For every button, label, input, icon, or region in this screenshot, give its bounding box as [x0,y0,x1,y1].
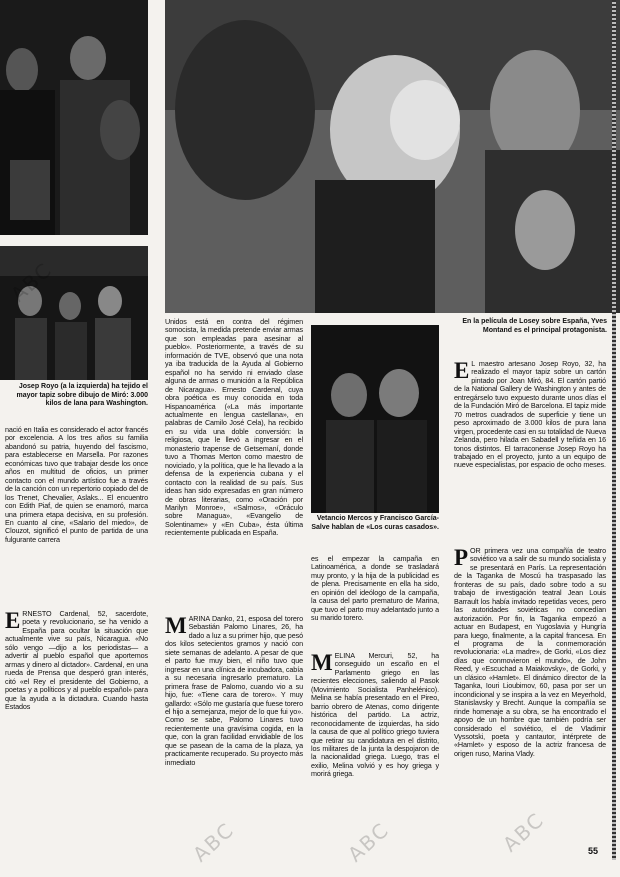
article-cardenal [5,610,148,845]
photo-royo-art [0,246,148,380]
article-cardenal-text: RNESTO Cardenal, 52, sacerdote, poeta y revolucionario, se ha venido a España para ocultar la situación que actualmente vive su país, Nicaragua. «No sólo vengo —dijo a los periodistas— a advertir al pueblo español que aportemos armas y dinero al dictador». Cardenal, en una rueda de Prensa que desperó gran interés, citó «el Rey el presidente del Gobierno, a poetas y a políticos y al pueblo español» para que la ayuda a la dictadura. Cuando hasta Estados [5,610,148,711]
photo-royo [0,246,148,380]
watermark-4: ABC [498,807,550,857]
dropcap-cardenal: E [5,610,21,633]
right-border [612,0,616,860]
article-cardenal-cont: Unidos está en contra del régimen somocista, la medida pretende enviar armas que son empleadas para asesinar al pueblo». Posteriormente, a través de su información de TVE, observó que una nota ya iba traducida de la Ayuda al Gobierno español no ha servido ni enviado clase alguna de armas o munición a la República de Nicaragua». Ernesto Cardenal, cuya obra poética es muy conocida en toda Hispanoamérica («La más importante actualmente en lengua castellana», en palabras de Camilo José Cela), ha recibido en su vida una doble conversión: la religiosa, que le llevó a ingresar en el monasterio trapense de Getsemaní, donde tuvo a Thomas Merton como maestro de noviciado, y la política, que le ha llevado a la defensa de la experiencia cubana y el contacto con la realidad de su país. Sus ideas han sido expresadas en gran número de obras literarias, como «Oración por Marilyn Monroe», «Salmos», «Oráculo sobre Managua», «Evangelio de Solentiname» y «En Cuba», ésta última recientemente publicada en España. [165,318,303,538]
watermark-3: ABC [343,817,395,867]
watermark-2: ABC [188,817,240,867]
page-number: 55 [588,846,599,856]
article-marina-text: ARINA Danko, 21, esposa del torero Sebastián Palomo Linares, 26, ha dado a luz a su primer hijo, que pesó dos kilos setecientos gramos y nació con siete semanas de adelanto. A pesar de que el parto fue muy bien, el niño tuvo que ingresar en una clínica de incubadora, cabía a su necesaria ingresarlo prematuro. La primera frase de Palomo, cuando vio a su hijo, fue: «Tiene cara de torero». Y muy gallardo: «Sólo me gustaría que fuese torero el hijo a semejanza, mejor de lo que fui yo». Como se sabe, Palomo Linares tuvo recientemente una gravísima cogida, en la que, con la gran facilidad envidiable de los que se pasean de la cama de la plaza, ya practicamente recuperado. Su proyecto más inmediato [165,615,303,767]
article-melina-text: ELINA Mercuri, 52, ha conseguido un escaño en el Parlamento griego en las recientes elecciones, saliendo al Pasok (Movimiento Socialista Panhelénico). Melina se había presentado en el Pireo, barrio obrero de Atenas, como dirigente histórica del partido. La actriz, reconocidamente de izquierdas, ha sido la causa de que al político griego tuviera que retirar su candidatura en el distrito, los militares de la junta la despojaron de la nacionalidad griega. Luego, tras el exilio, Melina volvió y es hoy griega y morirá griega. [311,652,439,779]
dropcap-royo: E [454,360,470,383]
photo-top-left [0,0,148,235]
caption-royo: Josep Royo (a la izquierda) ha tejido el mayor tapiz sobre dibujo de Miró: 3.000 kilos de lana para Washington. [16,383,148,408]
dropcap-taganka: P [454,547,468,570]
caption-meyerhold: Vetancio Mercos y Francisco García-Salve hablan de «Los curas casados». [311,515,439,531]
photo-losey [165,0,620,313]
article-melina [311,652,439,842]
dropcap-melina: M [311,652,333,675]
article-taganka-text: OR primera vez una compañía de teatro soviético va a salir de su mundo socialista y se presentará en París. La representación de la Taganka de Moscú ha traspasado las fronteras de su país, dado sobre todo a su trabajo de investigación teatral Jean Louis Barrault los había invitado repetidas veces, pero las autoridades soviéticas no concedían autorización. Por fin, la Taganka empezó a actuar en Budapest, en Yugoslavia y Hungría para luego, finalmente, a la capital francesa. En el programa de la conmemoración revolucionaria: «La madre», de Gorki, «Los diez días que conmovieron el mundo», de John Reed, y «Escuchad a Maiakovsky», de Gorki, y un clásico «Hamlet». El dinámico director de la Taganka, Iouri Lioubimov, 60, pasa por ser un incondicional y se inspira a la vez en Meyerhold, Stanislavsky y Brecht. Aunque la compañía se rinde homenaje a su obra, se ha encontrado el apoyo de un hombre que también podría ser considerado el soviético, el de Vladimir Vyssotski, poeta y cantautor, intérprete de «Hamlet» y esposo de la actriz francesa de origen ruso, Marina Vlady. [454,547,606,758]
article-marina [165,615,303,842]
article-marina-cont: es el empezar la campaña en Latinoamérica, a donde se trasladará muy pronto, y la hija de la publicidad es de plena. Precisamente en ella ha sido, en opinión del ideólogo de la campaña, la causa del parto prematuro de Marina, que tuvo el parto muy adelantado junto a su marido torero. [311,555,439,623]
photo-meyerhold-art [311,325,439,513]
watermark-1: ABC [6,257,58,307]
article-taganka [454,547,606,845]
article-royo [454,360,606,543]
article-royo-text: L maestro artesano Josep Royo, 32, ha realizado el mayor tapiz sobre un cartón pintado por Joan Miró, 84. El cartón partió de la National Gallery de Washington y antes de entregárselo tuvo expuesto durante unos días el de la Fundación Miró de Barcelona. El tapiz mide 70 metros cuadrados de superficie y tiene un peso aproximado de 3.000 kilos de pura lana virgen, procedente casi en su totalidad de Nueva Zelanda, pero hilada en Sabadell y teñida en 16 tonos distintos. El tarraconense Josep Royo ha trabajado en el proyecto, junto a un equipo de nueve especialistas, por espacio de ocho meses. [454,360,606,470]
photo-top-left-art [0,0,148,235]
caption-losey: En la película de Losey sobre España, Yves Montand es el principal protagonista. [462,318,607,334]
article-montand-text: nació en Italia es considerado el actor francés por excelencia. A los tres años su familia abandonó su patria, huyendo del fascismo, para establecerse en Marsella. Por razones económicas tuvo que trabajar desde los once años en multitud de oficios, un primer contacto con el mundo artístico fue a través de la canción con un repertorio copiado del de los Trenet, Chevalier, Aslaks... El encuentro con Edith Piaf, de quien se enamoró, marca una primera etapa decisiva, en su profesión. En cuanto al cine, «Salario del miedo», de Clouzot, significó el punto de partida de una fulgurante carrera [5,426,148,544]
photo-meyerhold [311,325,439,513]
photo-losey-art [165,0,620,313]
dropcap-marina: M [165,615,187,638]
